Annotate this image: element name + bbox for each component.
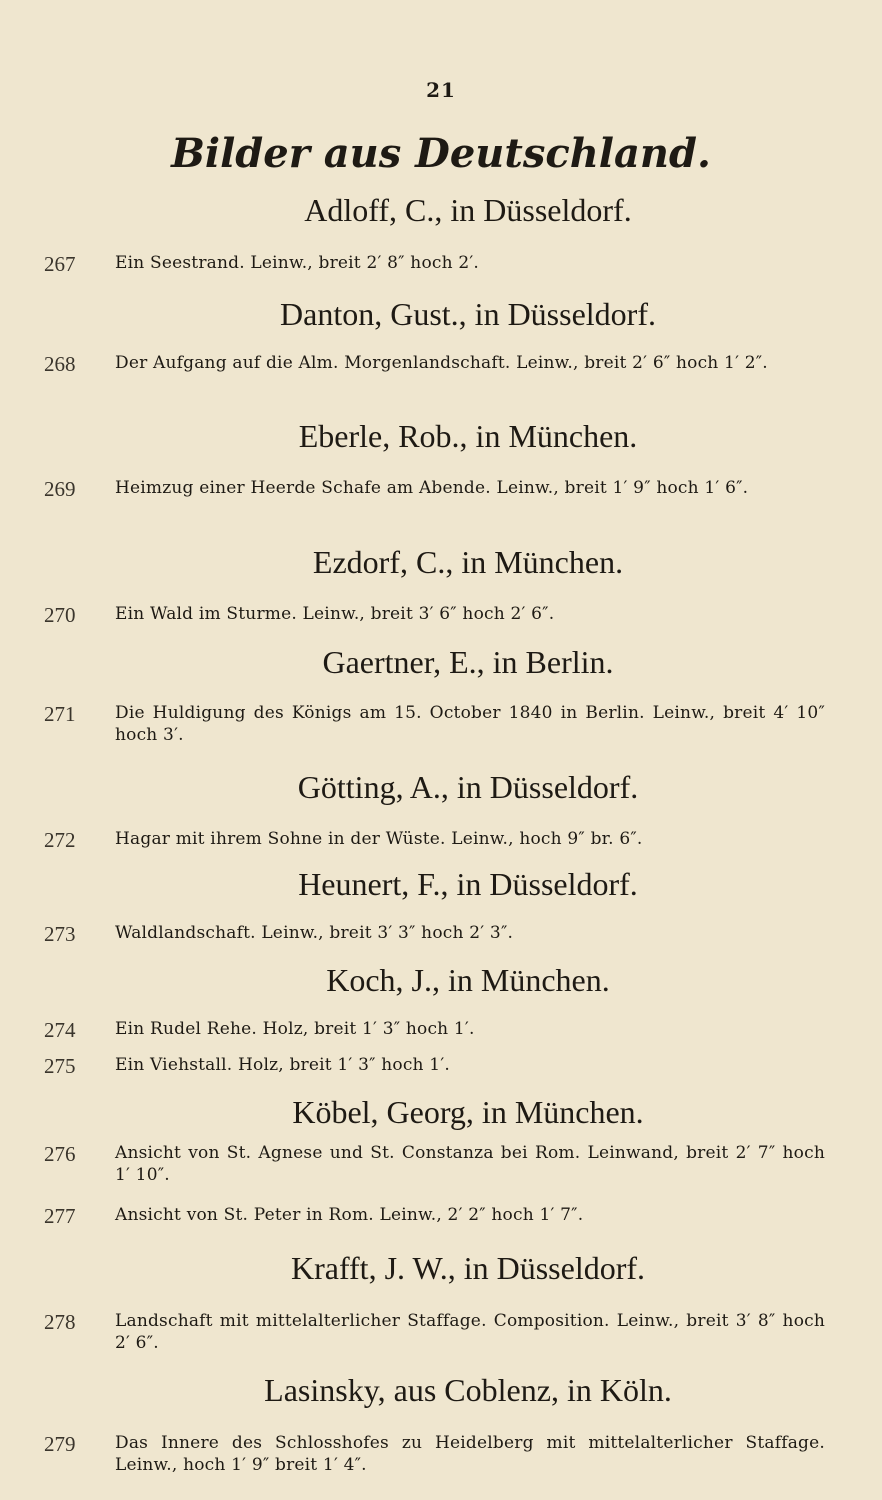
page-number: 21 [426,78,456,102]
entry-text: Hagar mit ihrem Sohne in der Wüste. Leinw., hoch 9″ br. 6″. [115,829,643,849]
entry-number: 276 [44,1142,76,1166]
entry-number: 270 [44,603,76,627]
page-title: Bilder aus Deutschland. [171,130,711,177]
entry-text: Landschaft mit mittelalterlicher Staffage. Composition. Leinw., breit 3′ 8″ hoch 2′ 6″. [115,1311,825,1353]
entry-text: Ein Rudel Rehe. Holz, breit 1′ 3″ hoch 1′. [115,1019,475,1039]
entry-number: 269 [44,477,76,501]
entry-text: Ein Wald im Sturme. Leinw., breit 3′ 6″ hoch 2′ 6″. [115,604,555,624]
artist-heading: Gaertner, E., in Berlin. [322,644,614,680]
entry-text: Heimzug einer Heerde Schafe am Abende. Leinw., breit 1′ 9″ hoch 1′ 6″. [115,478,749,498]
entry-text: Waldlandschaft. Leinw., breit 3′ 3″ hoch 2′ 3″. [115,923,514,943]
artist-heading: Götting, A., in Düsseldorf. [297,769,639,805]
entry-number: 272 [44,828,76,852]
entry-number: 279 [44,1432,76,1456]
artist-heading: Krafft, J. W., in Düsseldorf. [290,1250,646,1286]
entry-text: Ansicht von St. Peter in Rom. Leinw., 2′ 2″ hoch 1′ 7″. [115,1205,584,1225]
artist-heading: Eberle, Rob., in München. [298,418,638,454]
artist-heading: Ezdorf, C., in München. [312,544,624,580]
entry-text: Ansicht von St. Agnese und St. Constanza bei Rom. Leinwand, breit 2′ 7″ hoch 1′ 10″. [115,1143,825,1185]
entry-number: 271 [44,702,76,726]
artist-heading: Köbel, Georg, in München. [292,1094,644,1130]
entry-number: 277 [44,1204,76,1228]
artist-heading: Koch, J., in München. [326,962,610,998]
entry-text: Die Huldigung des Königs am 15. October 1840 in Berlin. Leinw., breit 4′ 10″ hoch 3′. [115,703,825,745]
artist-heading: Heunert, F., in Düsseldorf. [298,866,638,902]
entry-number: 268 [44,352,76,376]
entry-text: Das Innere des Schlosshofes zu Heidelberg mit mittelalterlicher Staffage. Leinw., hoch 1′ 9″ breit 1′ 4″. [115,1433,825,1475]
entry-number: 275 [44,1054,76,1078]
entry-number: 278 [44,1310,76,1334]
artist-heading: Adloff, C., in Düsseldorf. [304,192,632,228]
artist-heading: Danton, Gust., in Düsseldorf. [280,296,656,332]
entry-number: 267 [44,252,76,276]
entry-number: 273 [44,922,76,946]
entry-number: 274 [44,1018,76,1042]
entry-text: Der Aufgang auf die Alm. Morgenlandschaft. Leinw., breit 2′ 6″ hoch 1′ 2″. [115,353,768,373]
entry-text: Ein Viehstall. Holz, breit 1′ 3″ hoch 1′. [115,1055,450,1075]
entry-text: Ein Seestrand. Leinw., breit 2′ 8″ hoch 2′. [115,253,480,273]
artist-heading: Lasinsky, aus Coblenz, in Köln. [264,1372,672,1408]
